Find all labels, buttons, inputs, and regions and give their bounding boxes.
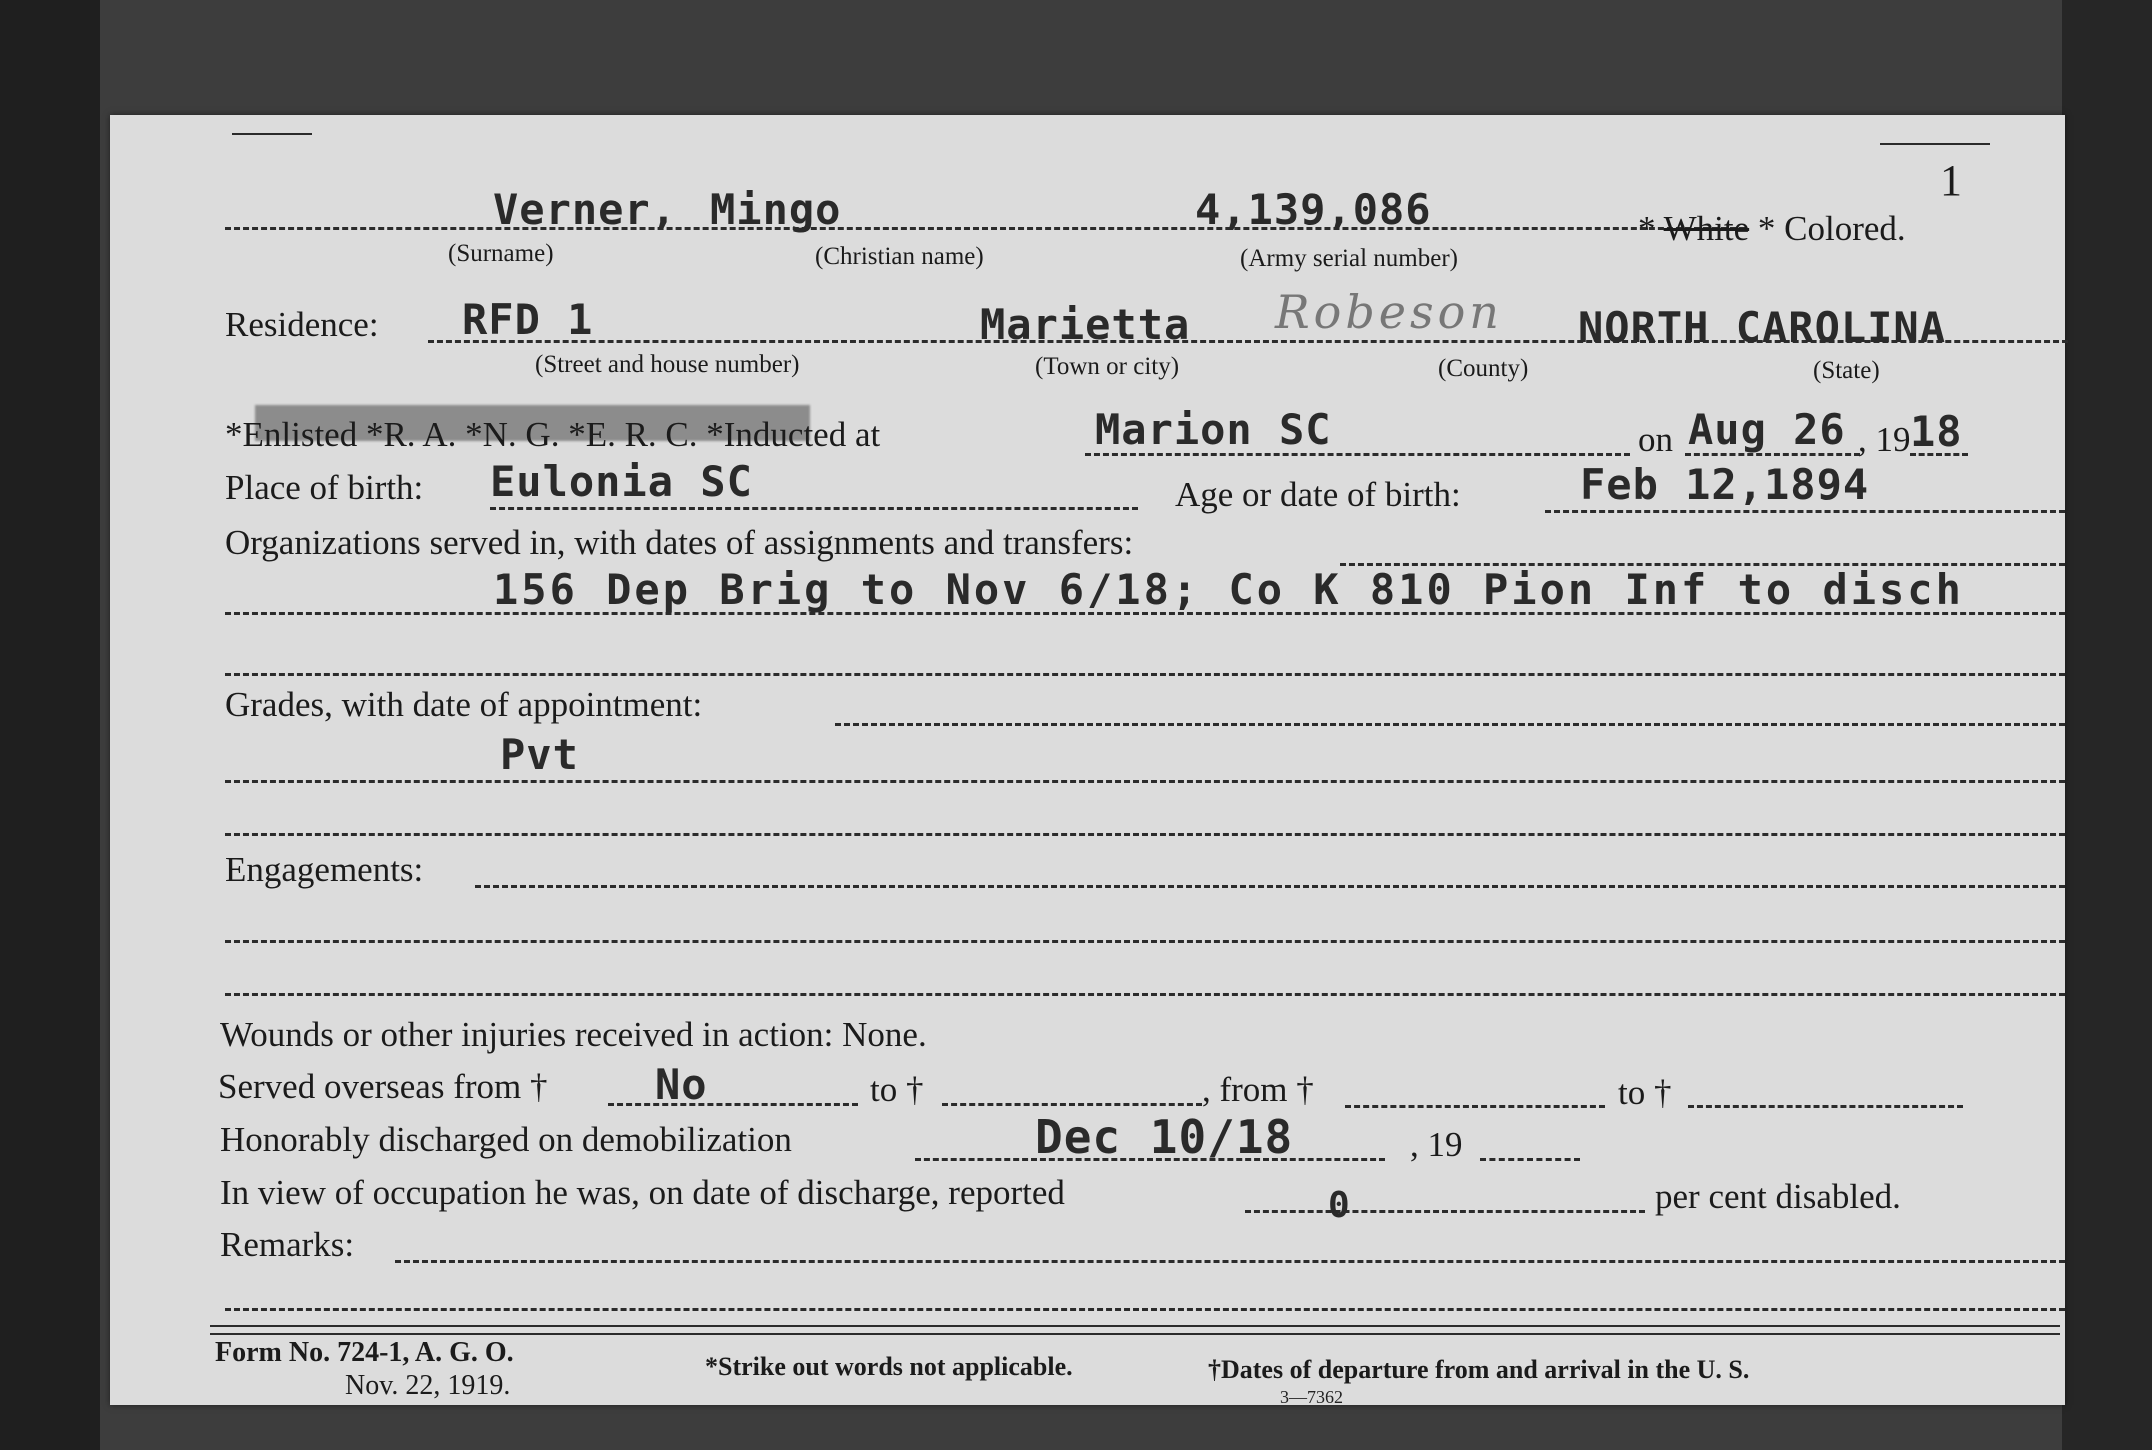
race-colored: Colored.	[1784, 209, 1906, 248]
scan-border-right	[2062, 0, 2152, 1450]
serial-number-caption: (Army serial number)	[1240, 245, 1458, 272]
town-value: Marietta	[980, 300, 1191, 349]
overseas-from2-label: , from †	[1202, 1070, 1314, 1109]
engagements-line-3	[225, 993, 2065, 996]
year-prefix: , 19	[1858, 420, 1911, 459]
remarks-line-1	[395, 1260, 2065, 1263]
discharge-year-line	[1480, 1158, 1580, 1161]
scan-border-left	[0, 0, 100, 1450]
state-value: NORTH CAROLINA	[1578, 303, 1947, 352]
discharge-year-label: , 19	[1410, 1125, 1463, 1164]
induction-place-value: Marion SC	[1095, 405, 1332, 454]
top-left-rule	[232, 133, 312, 135]
grades-line-1	[835, 723, 2065, 726]
star-mark: *	[1638, 209, 1656, 248]
date-of-birth-value: Feb 12,1894	[1580, 460, 1870, 509]
engagements-line-1	[475, 885, 2065, 888]
overseas-to-line	[942, 1103, 1202, 1106]
organizations-value: 156 Dep Brig to Nov 6/18; Co K 810 Pion Inf to disch	[493, 565, 1964, 614]
residence-label: Residence:	[225, 305, 379, 344]
serial-number-value: 4,139,086	[1195, 185, 1432, 234]
disability-line	[1245, 1210, 1645, 1213]
remarks-line-2	[225, 1308, 2065, 1311]
overseas-from-line	[608, 1103, 858, 1106]
card-number: 1	[1940, 156, 1962, 205]
dates-note: †Dates of departure from and arrival in the U. S.	[1208, 1355, 1750, 1384]
overseas-to2-label: to †	[1618, 1073, 1672, 1112]
grades-label: Grades, with date of appointment:	[225, 685, 703, 724]
state-caption: (State)	[1813, 357, 1880, 384]
date-of-birth-line	[1545, 510, 2065, 513]
place-of-birth-value: Eulonia SC	[490, 457, 753, 506]
overseas-from2-line	[1345, 1105, 1605, 1108]
christian-name-value: Mingo	[710, 185, 842, 234]
date-of-birth-label: Age or date of birth:	[1175, 475, 1461, 514]
grades-value: Pvt	[500, 730, 579, 779]
overseas-from-value: No	[655, 1060, 708, 1109]
race-white-struck: White	[1663, 209, 1750, 248]
footer-rule-1	[210, 1325, 2060, 1327]
discharge-date-value: Dec 10/18	[1035, 1110, 1294, 1164]
surname-value: Verner,	[493, 185, 678, 234]
engagements-label: Engagements:	[225, 850, 424, 889]
grades-line-3	[225, 833, 2065, 836]
overseas-to2-line	[1688, 1105, 1963, 1108]
service-record-card	[110, 115, 2065, 1405]
form-number: Form No. 724-1, A. G. O.	[215, 1337, 514, 1368]
enlistment-label: *Enlisted *R. A. *N. G. *E. R. C. *Inducted at	[225, 415, 881, 454]
discharge-label: Honorably discharged on demobilization	[220, 1120, 792, 1159]
induction-year-value: 18	[1910, 407, 1963, 456]
star-mark: *	[1757, 209, 1776, 248]
organizations-label: Organizations served in, with dates of assignments and transfers:	[225, 523, 1134, 562]
overseas-to-label: to †	[870, 1070, 924, 1109]
street-caption: (Street and house number)	[535, 351, 800, 378]
surname-caption: (Surname)	[448, 240, 554, 267]
remarks-label: Remarks:	[220, 1225, 355, 1264]
grades-line-2	[225, 780, 2065, 783]
induction-date-value: Aug 26	[1688, 405, 1846, 454]
name-line	[225, 227, 1745, 230]
induction-year-line	[1910, 453, 1968, 456]
organizations-line-3	[225, 673, 2065, 676]
on-label: on	[1638, 420, 1673, 459]
overseas-from-label: Served overseas from †	[218, 1067, 548, 1106]
disability-label: In view of occupation he was, on date of discharge, reported	[220, 1173, 1065, 1212]
top-right-rule	[1880, 143, 1990, 145]
engagements-line-2	[225, 940, 2065, 943]
disability-value: 0	[1328, 1185, 1351, 1226]
print-code: 3—7362	[1280, 1387, 1343, 1407]
county-caption: (County)	[1438, 355, 1529, 382]
street-value: RFD 1	[462, 295, 594, 344]
place-of-birth-line	[490, 507, 1138, 510]
wounds-label: Wounds or other injuries received in action: None.	[220, 1015, 927, 1054]
disability-suffix: per cent disabled.	[1655, 1177, 1901, 1216]
christian-name-caption: (Christian name)	[815, 243, 984, 270]
place-of-birth-label: Place of birth:	[225, 468, 424, 507]
race-field	[1638, 209, 1906, 249]
strike-out-note: *Strike out words not applicable.	[705, 1352, 1073, 1381]
footer-rule-2	[210, 1333, 2060, 1335]
form-date: Nov. 22, 1919.	[345, 1370, 511, 1401]
county-handwritten: Robeson	[1275, 285, 1503, 339]
town-caption: (Town or city)	[1035, 353, 1180, 380]
